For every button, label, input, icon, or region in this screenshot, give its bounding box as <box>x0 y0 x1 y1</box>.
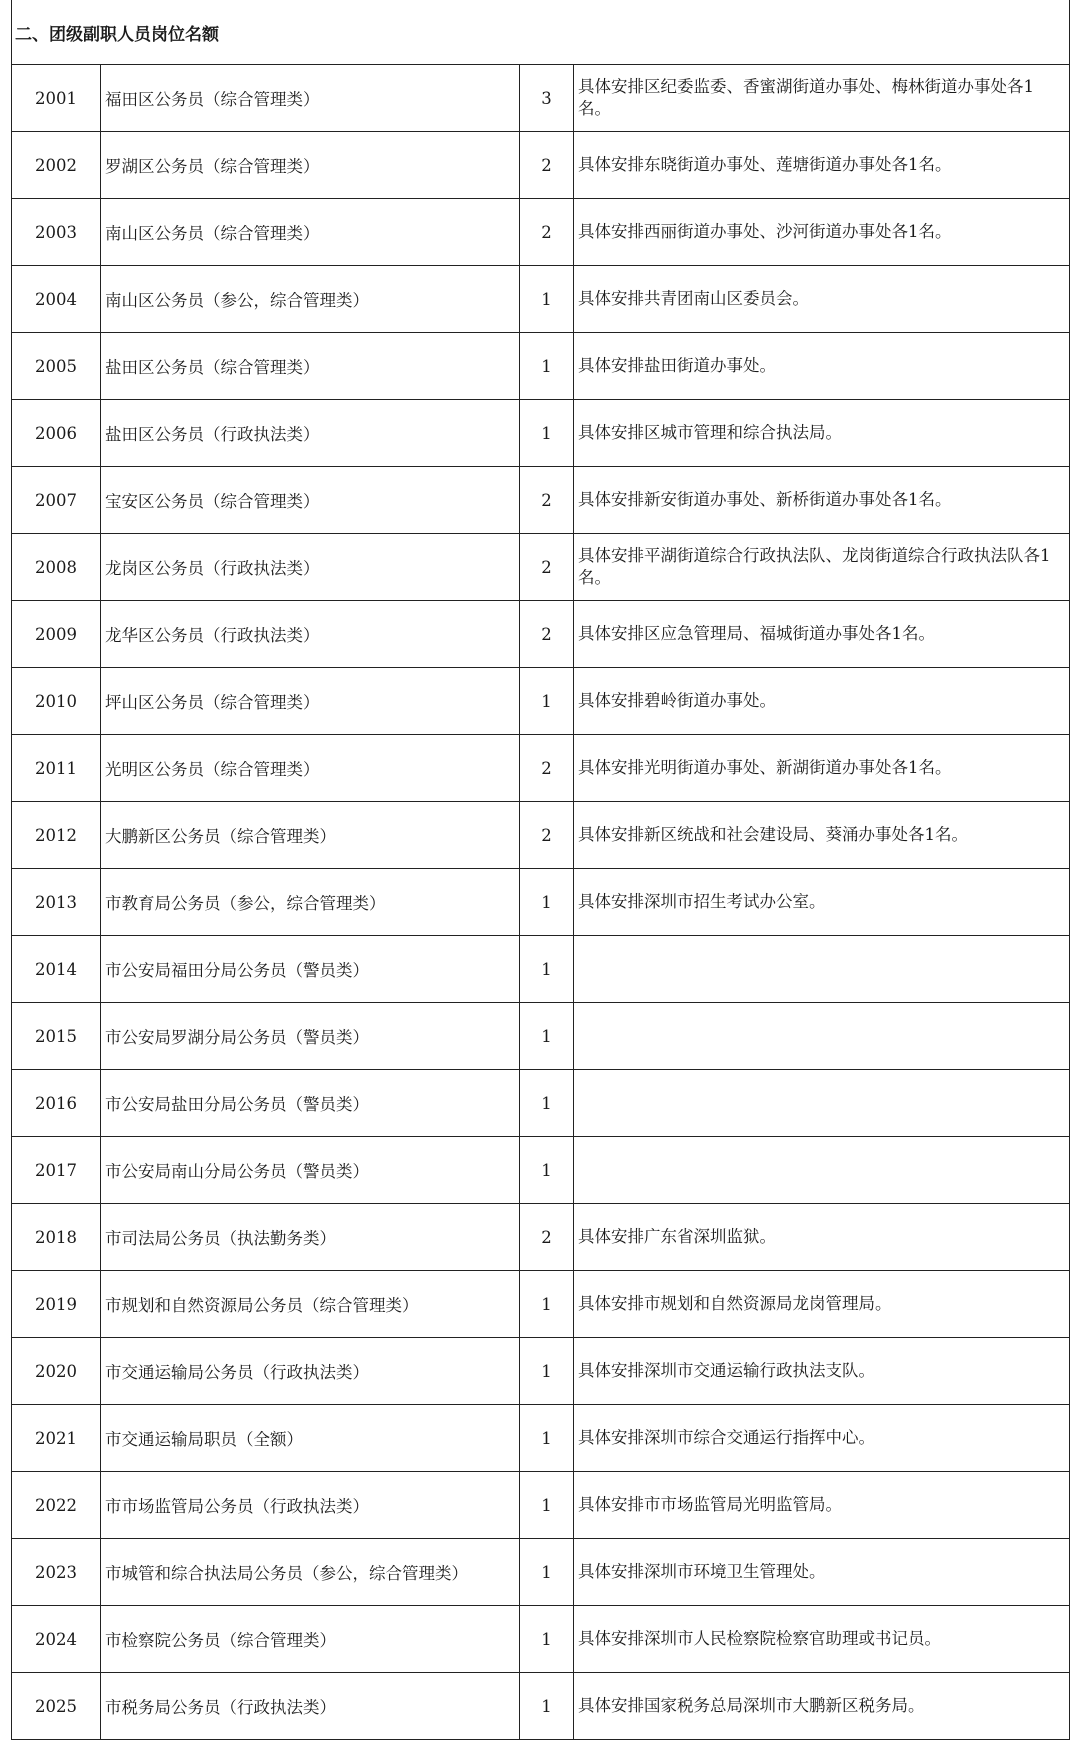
row-note: 具体安排区纪委监委、香蜜湖街道办事处、梅林街道办事处各1名。 <box>574 65 1070 132</box>
table-row <box>12 333 1070 400</box>
row-quota-count: 1 <box>520 869 574 936</box>
row-quota-count: 1 <box>520 1003 574 1070</box>
table-row <box>12 601 1070 668</box>
table-row <box>12 1003 1070 1070</box>
table-row <box>12 668 1070 735</box>
row-post-name: 市市场监管局公务员（行政执法类） <box>101 1472 520 1539</box>
table-row <box>12 735 1070 802</box>
row-code: 2010 <box>12 668 101 735</box>
row-quota-count: 1 <box>520 1606 574 1673</box>
row-note <box>574 1137 1070 1204</box>
row-code: 2014 <box>12 936 101 1003</box>
row-post-name: 市公安局南山分局公务员（警员类） <box>101 1137 520 1204</box>
table-row <box>12 1271 1070 1338</box>
row-note: 具体安排区城市管理和综合执法局。 <box>574 400 1070 467</box>
row-post-name: 龙华区公务员（行政执法类） <box>101 601 520 668</box>
row-code: 2013 <box>12 869 101 936</box>
row-code: 2002 <box>12 132 101 199</box>
row-note: 具体安排深圳市交通运输行政执法支队。 <box>574 1338 1070 1405</box>
row-quota-count: 1 <box>520 1338 574 1405</box>
table-row <box>12 802 1070 869</box>
row-quota-count: 1 <box>520 1472 574 1539</box>
table-row <box>12 266 1070 333</box>
row-quota-count: 1 <box>520 936 574 1003</box>
table-row <box>12 467 1070 534</box>
row-code: 2023 <box>12 1539 101 1606</box>
row-quota-count: 2 <box>520 735 574 802</box>
row-code: 2025 <box>12 1673 101 1740</box>
row-quota-count: 1 <box>520 1271 574 1338</box>
row-post-name: 盐田区公务员（综合管理类） <box>101 333 520 400</box>
row-note: 具体安排市市场监管局光明监管局。 <box>574 1472 1070 1539</box>
row-note: 具体安排深圳市环境卫生管理处。 <box>574 1539 1070 1606</box>
row-quota-count: 1 <box>520 1070 574 1137</box>
row-note: 具体安排平湖街道综合行政执法队、龙岗街道综合行政执法队各1名。 <box>574 534 1070 601</box>
row-quota-count: 2 <box>520 534 574 601</box>
section-title-row <box>12 0 1070 65</box>
table-row <box>12 1070 1070 1137</box>
table-row <box>12 936 1070 1003</box>
row-code: 2006 <box>12 400 101 467</box>
row-post-name: 市城管和综合执法局公务员（参公，综合管理类） <box>101 1539 520 1606</box>
row-code: 2015 <box>12 1003 101 1070</box>
quota-table <box>11 0 1070 1740</box>
row-note: 具体安排深圳市招生考试办公室。 <box>574 869 1070 936</box>
row-post-name: 南山区公务员（综合管理类） <box>101 199 520 266</box>
row-note: 具体安排东晓街道办事处、莲塘街道办事处各1名。 <box>574 132 1070 199</box>
row-code: 2016 <box>12 1070 101 1137</box>
row-quota-count: 3 <box>520 65 574 132</box>
row-post-name: 福田区公务员（综合管理类） <box>101 65 520 132</box>
row-post-name: 坪山区公务员（综合管理类） <box>101 668 520 735</box>
row-post-name: 大鹏新区公务员（综合管理类） <box>101 802 520 869</box>
row-quota-count: 1 <box>520 1405 574 1472</box>
row-code: 2018 <box>12 1204 101 1271</box>
row-post-name: 市税务局公务员（行政执法类） <box>101 1673 520 1740</box>
row-note: 具体安排深圳市综合交通运行指挥中心。 <box>574 1405 1070 1472</box>
row-post-name: 南山区公务员（参公，综合管理类） <box>101 266 520 333</box>
row-note: 具体安排区应急管理局、福城街道办事处各1名。 <box>574 601 1070 668</box>
table-row <box>12 199 1070 266</box>
row-post-name: 市检察院公务员（综合管理类） <box>101 1606 520 1673</box>
table-row <box>12 1137 1070 1204</box>
table-row <box>12 869 1070 936</box>
row-note: 具体安排国家税务总局深圳市大鹏新区税务局。 <box>574 1673 1070 1740</box>
row-post-name: 市司法局公务员（执法勤务类） <box>101 1204 520 1271</box>
table-row <box>12 1204 1070 1271</box>
row-code: 2019 <box>12 1271 101 1338</box>
row-note: 具体安排光明街道办事处、新湖街道办事处各1名。 <box>574 735 1070 802</box>
row-note: 具体安排碧岭街道办事处。 <box>574 668 1070 735</box>
row-post-name: 市交通运输局职员（全额） <box>101 1405 520 1472</box>
row-code: 2012 <box>12 802 101 869</box>
row-note <box>574 1070 1070 1137</box>
row-post-name: 市公安局罗湖分局公务员（警员类） <box>101 1003 520 1070</box>
row-quota-count: 2 <box>520 467 574 534</box>
table-row <box>12 534 1070 601</box>
row-quota-count: 2 <box>520 1204 574 1271</box>
row-post-name: 市教育局公务员（参公，综合管理类） <box>101 869 520 936</box>
row-quota-count: 2 <box>520 199 574 266</box>
row-code: 2005 <box>12 333 101 400</box>
row-post-name: 龙岗区公务员（行政执法类） <box>101 534 520 601</box>
row-post-name: 市交通运输局公务员（行政执法类） <box>101 1338 520 1405</box>
row-quota-count: 1 <box>520 1137 574 1204</box>
row-code: 2024 <box>12 1606 101 1673</box>
table-row <box>12 1472 1070 1539</box>
row-note: 具体安排盐田街道办事处。 <box>574 333 1070 400</box>
row-code: 2001 <box>12 65 101 132</box>
row-code: 2003 <box>12 199 101 266</box>
table-row <box>12 400 1070 467</box>
row-quota-count: 1 <box>520 333 574 400</box>
table-row <box>12 1539 1070 1606</box>
table-row <box>12 65 1070 132</box>
row-code: 2008 <box>12 534 101 601</box>
row-note <box>574 1003 1070 1070</box>
row-quota-count: 2 <box>520 601 574 668</box>
row-post-name: 光明区公务员（综合管理类） <box>101 735 520 802</box>
row-quota-count: 1 <box>520 668 574 735</box>
table-row <box>12 1673 1070 1740</box>
row-quota-count: 2 <box>520 132 574 199</box>
row-code: 2017 <box>12 1137 101 1204</box>
row-post-name: 市规划和自然资源局公务员（综合管理类） <box>101 1271 520 1338</box>
row-code: 2007 <box>12 467 101 534</box>
row-note: 具体安排市规划和自然资源局龙岗管理局。 <box>574 1271 1070 1338</box>
row-code: 2022 <box>12 1472 101 1539</box>
row-post-name: 市公安局福田分局公务员（警员类） <box>101 936 520 1003</box>
row-post-name: 罗湖区公务员（综合管理类） <box>101 132 520 199</box>
row-note: 具体安排西丽街道办事处、沙河街道办事处各1名。 <box>574 199 1070 266</box>
row-post-name: 市公安局盐田分局公务员（警员类） <box>101 1070 520 1137</box>
row-note: 具体安排深圳市人民检察院检察官助理或书记员。 <box>574 1606 1070 1673</box>
section-title: 二、团级副职人员岗位名额 <box>12 0 1070 65</box>
table-row <box>12 1606 1070 1673</box>
row-note: 具体安排共青团南山区委员会。 <box>574 266 1070 333</box>
row-quota-count: 1 <box>520 400 574 467</box>
row-code: 2021 <box>12 1405 101 1472</box>
row-post-name: 宝安区公务员（综合管理类） <box>101 467 520 534</box>
table-row <box>12 1338 1070 1405</box>
row-quota-count: 1 <box>520 1673 574 1740</box>
row-note: 具体安排广东省深圳监狱。 <box>574 1204 1070 1271</box>
table-row <box>12 132 1070 199</box>
row-quota-count: 2 <box>520 802 574 869</box>
row-code: 2009 <box>12 601 101 668</box>
row-code: 2020 <box>12 1338 101 1405</box>
row-note <box>574 936 1070 1003</box>
row-quota-count: 1 <box>520 266 574 333</box>
table-row <box>12 1405 1070 1472</box>
row-code: 2004 <box>12 266 101 333</box>
row-post-name: 盐田区公务员（行政执法类） <box>101 400 520 467</box>
row-code: 2011 <box>12 735 101 802</box>
row-note: 具体安排新区统战和社会建设局、葵涌办事处各1名。 <box>574 802 1070 869</box>
row-quota-count: 1 <box>520 1539 574 1606</box>
row-note: 具体安排新安街道办事处、新桥街道办事处各1名。 <box>574 467 1070 534</box>
